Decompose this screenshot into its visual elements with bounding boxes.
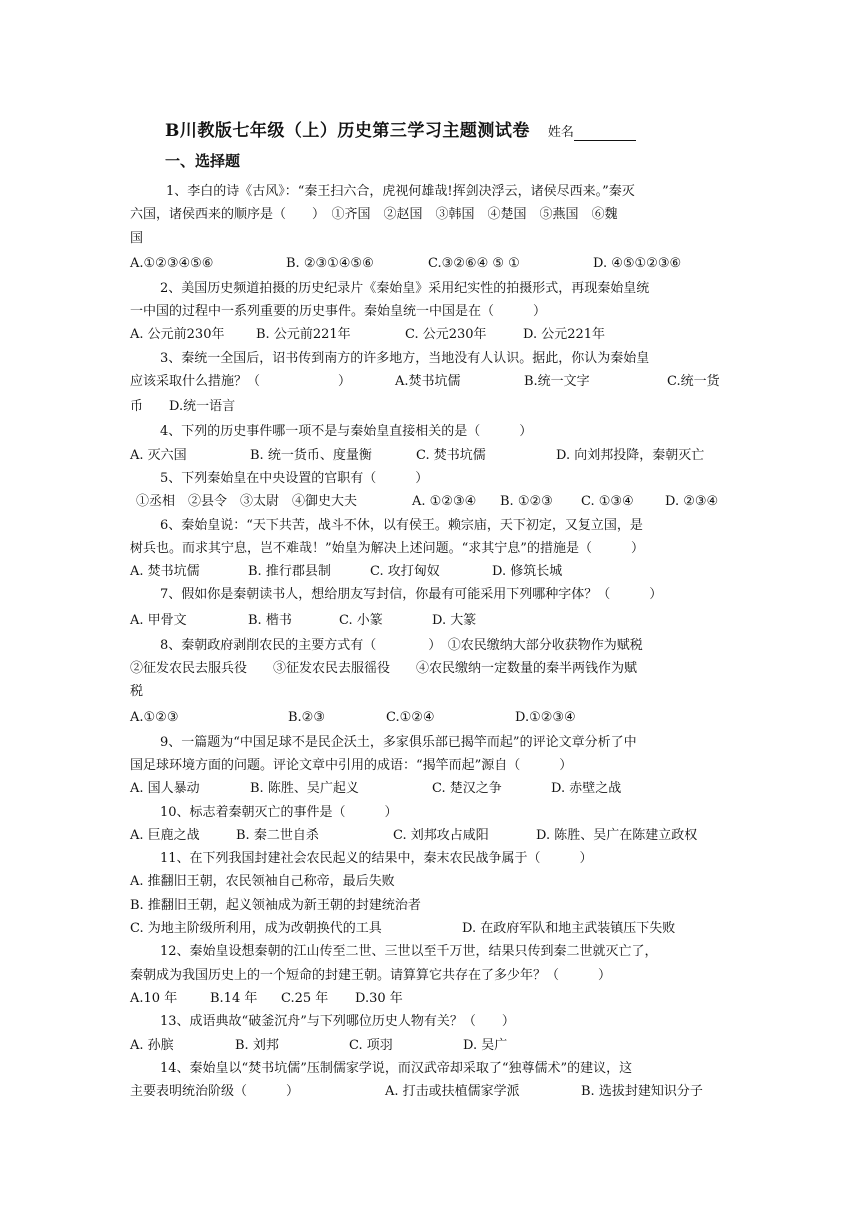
option-a[interactable]: A.①②③④⑤⑥ xyxy=(130,255,214,271)
question-1-stem: 国 xyxy=(130,230,144,246)
option-c[interactable]: C.③②⑥④ ⑤ ① xyxy=(428,255,520,271)
question-4-stem: 4、下列的历史事件哪一项不是与秦始皇直接相关的是（ ） xyxy=(160,424,533,440)
option-c[interactable]: C. 刘邦攻占咸阳 xyxy=(393,827,489,843)
question-10-stem: 10、标志着秦朝灭亡的事件是（ ） xyxy=(160,804,398,820)
question-11-options xyxy=(130,917,730,940)
question-9-options xyxy=(130,777,730,800)
option-a[interactable]: A. 巨鹿之战 xyxy=(130,827,200,843)
option-b[interactable]: B. 推翻旧王朝，起义领袖成为新王朝的封建统治者 xyxy=(130,897,421,913)
option-b[interactable]: B. ②③①④⑤⑥ xyxy=(286,255,374,271)
question-9-stem: 国足球环境方面的问题。评论文章中引用的成语：“揭竿而起”源自（ ） xyxy=(130,757,573,773)
question-8-stem: 税 xyxy=(130,684,144,700)
option-b[interactable]: B.14 年 xyxy=(210,990,258,1006)
option-d[interactable]: D. ②③④ xyxy=(665,494,719,510)
question-5-items: ①丞相 ②县令 ③太尉 ④御史大夫 xyxy=(136,494,358,510)
option-d[interactable]: D. 陈胜、吴广在陈建立政权 xyxy=(536,827,698,843)
name-label: 姓名 xyxy=(547,125,574,140)
question-2-stem: 2、美国历史频道拍摄的历史纪录片《秦始皇》采用纪实性的拍摄形式，再现秦始皇统 xyxy=(160,280,650,296)
option-b[interactable]: B. 统一货币、度量衡 xyxy=(250,447,372,463)
question-3-stem: 币 D.统一语言 xyxy=(130,399,236,415)
option-a[interactable]: A. 孙膑 xyxy=(130,1037,174,1053)
question-7-stem: 7、假如你是秦朝读书人，想给朋友写封信，你最有可能采用下列哪种字体？（ ） xyxy=(160,587,663,603)
question-5-options xyxy=(130,490,730,513)
option-c[interactable]: C. 小篆 xyxy=(339,612,383,628)
question-13-options xyxy=(130,1034,730,1057)
page-title: B川教版七年级（上）历史第三学习主题测试卷 xyxy=(165,121,530,141)
option-a[interactable]: A. 推翻旧王朝，农民领袖自己称帝，最后失败 xyxy=(130,874,395,890)
question-1-stem: 1、李白的诗《古风》：“秦王扫六合，虎视何雄哉!挥剑决浮云，诸侯尽西来。”秦灭 xyxy=(166,184,635,199)
option-b[interactable]: B. 推行郡县制 xyxy=(248,564,331,580)
option-a[interactable]: A. 公元前230年 xyxy=(130,327,225,343)
option-d[interactable]: D.30 年 xyxy=(355,990,403,1006)
question-12-options xyxy=(130,987,730,1010)
question-7-options xyxy=(130,607,730,634)
option-c[interactable]: C. 攻打匈奴 xyxy=(370,564,440,580)
option-c[interactable]: C. 焚书坑儒 xyxy=(416,447,486,463)
option-b[interactable]: B.统一文字 xyxy=(524,374,590,390)
question-4-options xyxy=(130,444,730,467)
question-list xyxy=(130,180,730,1103)
option-a[interactable]: A.①②③ xyxy=(130,709,179,725)
option-d[interactable]: D. 大篆 xyxy=(432,612,477,628)
section-title: 一、选择题 xyxy=(165,152,241,170)
question-13-stem: 13、成语典故“破釜沉舟”与下列哪位历史人物有关？（ ） xyxy=(160,1014,515,1030)
option-a[interactable]: A. 国人暴动 xyxy=(130,781,200,797)
question-12-stem: 12、秦始皇设想秦朝的江山传至二世、三世以至千万世，结果只传到秦二世就灭亡了， xyxy=(160,944,658,960)
question-6-stem: 6、秦始皇说：“天下共苦，战斗不休，以有侯王。赖宗庙，天下初定，又复立国，是 xyxy=(160,517,643,533)
question-14-stem-with-options: 主要表明统治阶级（ ） A. 打击或扶植儒家学派 B. 选拔封建知识分子 xyxy=(130,1080,730,1103)
header xyxy=(165,116,745,141)
option-c[interactable]: C.25 年 xyxy=(281,990,329,1006)
option-b[interactable]: B. 楷书 xyxy=(248,612,292,628)
option-b[interactable]: B. 秦二世自杀 xyxy=(236,827,319,843)
option-c[interactable]: C. 楚汉之争 xyxy=(432,781,502,797)
question-6-stem: 树兵也。而求其宁息，岂不难哉！”始皇为解决上述问题。“求其宁息”的措施是（ ） xyxy=(130,540,644,556)
option-c[interactable]: C. 项羽 xyxy=(349,1037,393,1053)
option-b[interactable]: B.②③ xyxy=(288,709,325,725)
option-c[interactable]: C. 为地主阶级所利用，成为改朝换代的工具 xyxy=(130,921,382,937)
option-a[interactable]: A. ①②③④ xyxy=(412,494,477,510)
option-d[interactable]: D. ④⑤①②③⑥ xyxy=(593,255,682,271)
name-field[interactable] xyxy=(574,126,636,141)
option-b[interactable]: B. 刘邦 xyxy=(235,1037,279,1053)
question-6-options xyxy=(130,560,730,583)
question-3-stem-with-options: 应该采取什么措施？（ ） A.焚书坑儒 B.统一文字 C.统一货 xyxy=(130,370,730,393)
option-a[interactable]: A. 甲骨文 xyxy=(130,612,187,628)
option-d[interactable]: D. 公元221年 xyxy=(523,327,606,343)
question-2-stem: 一中国的过程中一系列重要的历史事件。秦始皇统一中国是在（ ） xyxy=(130,304,547,320)
option-c[interactable]: C. 公元230年 xyxy=(405,327,487,343)
question-5-stem: 5、下列秦始皇在中央设置的官职有（ ） xyxy=(160,470,429,486)
question-9-stem: 9、一篇题为“中国足球不是民企沃土，多家俱乐部已揭竿而起”的评论文章分析了中 xyxy=(160,734,637,750)
option-b[interactable]: B. 陈胜、吴广起义 xyxy=(250,781,359,797)
question-11-stem: 11、在下列我国封建社会农民起义的结果中，秦末农民战争属于（ ） xyxy=(160,851,593,867)
option-d[interactable]: D. 在政府军队和地主武装镇压下失败 xyxy=(462,921,676,937)
question-10-options xyxy=(130,824,730,847)
question-1-options xyxy=(130,250,730,277)
option-c[interactable]: C. ①③④ xyxy=(581,494,634,510)
question-12-stem: 秦朝成为我国历史上的一个短命的封建王朝。请算算它共存在了多少年？（ ） xyxy=(130,967,612,983)
question-8-stem: ②征发农民去服兵役 ③征发农民去服徭役 ④农民缴纳一定数量的秦半两钱作为赋 xyxy=(130,661,638,677)
option-b[interactable]: B. ①②③ xyxy=(500,494,553,510)
option-a[interactable]: A. 灭六国 xyxy=(130,447,187,463)
option-a[interactable]: A.焚书坑儒 xyxy=(395,374,461,390)
question-14-stem: 14、秦始皇以“焚书坑儒”压制儒家学说，而汉武帝却采取了“独尊儒术”的建议，这 xyxy=(160,1060,633,1076)
option-d[interactable]: D.①②③④ xyxy=(515,709,576,725)
option-c[interactable]: C.①②④ xyxy=(386,709,435,725)
question-2-options xyxy=(130,323,730,346)
option-d[interactable]: D. 修筑长城 xyxy=(492,564,563,580)
option-a[interactable]: A. 焚书坑儒 xyxy=(130,564,200,580)
option-c[interactable]: C.统一货 xyxy=(667,374,720,390)
question-8-options xyxy=(130,704,730,731)
question-8-stem: 8、秦朝政府剥削农民的主要方式有（ ） ①农民缴纳大部分收获物作为赋税 xyxy=(160,637,643,653)
option-a[interactable]: A.10 年 xyxy=(130,990,178,1006)
question-3-stem: 3、秦统一全国后，诏书传到南方的许多地方，当地没有人认识。据此，你认为秦始皇 xyxy=(160,350,650,366)
option-d[interactable]: D. 吴广 xyxy=(463,1037,508,1053)
option-d[interactable]: D. 向刘邦投降，秦朝灭亡 xyxy=(556,447,705,463)
question-1-stem: 六国，诸侯西来的顺序是（ ） ①齐国 ②赵国 ③韩国 ④楚国 ⑤燕国 ⑥魏 xyxy=(130,207,618,223)
option-d[interactable]: D. 赤壁之战 xyxy=(551,781,622,797)
option-b[interactable]: B. 公元前221年 xyxy=(256,327,351,343)
option-b[interactable]: B. 选拔封建知识分子 xyxy=(581,1084,703,1100)
option-a[interactable]: A. 打击或扶植儒家学派 xyxy=(385,1084,520,1100)
